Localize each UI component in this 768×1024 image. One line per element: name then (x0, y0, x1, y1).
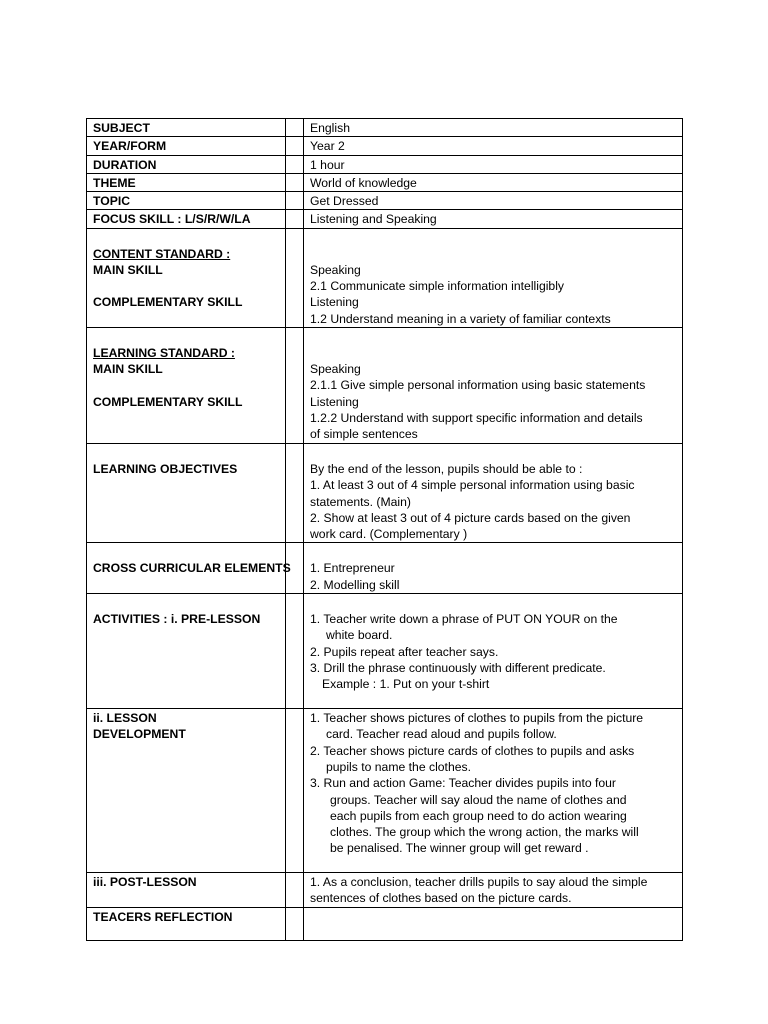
spacer-cell (286, 137, 304, 155)
objective-line: 1. At least 3 out of 4 simple personal information using basic (310, 478, 635, 493)
reflection-label: TEACERS REFLECTION (87, 907, 286, 940)
spacer-cell (286, 907, 304, 940)
learning-standard-labels (87, 327, 286, 443)
main-skill-label: MAIN SKILL (93, 263, 163, 278)
year-value: Year 2 (304, 137, 683, 155)
learning-line: Listening (310, 394, 359, 409)
content-line: 2.1 Communicate simple information intelligibly (310, 279, 565, 294)
learning-line: of simple sentences (310, 427, 418, 442)
pre-lesson-text (304, 594, 683, 709)
development-line: be penalised. The winner group will get reward . (330, 841, 589, 856)
development-line: groups. Teacher will say aloud the name of clothes and (330, 792, 627, 807)
learning-line: 2.1.1 Give simple personal information using basic statements (310, 378, 646, 393)
lesson-plan-table (86, 118, 683, 941)
pre-lesson-line: 3. Drill the phrase continuously with different predicate. (310, 660, 606, 675)
development-line: 3. Run and action Game: Teacher divides pupils into four (310, 776, 616, 791)
pre-lesson-row (87, 594, 683, 709)
pre-lesson-line: 1. Teacher write down a phrase of PUT ON YOUR on the (310, 612, 618, 627)
objectives-label: LEARNING OBJECTIVES (93, 461, 238, 476)
objectives-label-cell (87, 443, 286, 542)
content-standard-labels (87, 228, 286, 327)
reflection-value (304, 907, 683, 940)
cross-text (304, 543, 683, 594)
spacer-cell (286, 173, 304, 191)
spacer-cell (286, 443, 304, 542)
content-standard-heading: CONTENT STANDARD : (93, 246, 231, 261)
development-label: ii. LESSON (93, 711, 157, 726)
development-line: pupils to name the clothes. (326, 759, 471, 774)
subject-value: English (304, 119, 683, 137)
learning-line: 1.2.2 Understand with support specific information and details (310, 410, 643, 425)
post-lesson-line: 1. As a conclusion, teacher drills pupils to say aloud the simple (310, 875, 648, 890)
development-line: each pupils from each group need to do action wearing (330, 808, 627, 823)
content-standard-text (304, 228, 683, 327)
pre-lesson-label-cell (87, 594, 286, 709)
pre-lesson-line: white board. (326, 628, 393, 643)
content-line: 1.2 Understand meaning in a variety of familiar contexts (310, 311, 611, 326)
complementary-skill-label: COMPLEMENTARY SKILL (93, 295, 243, 310)
main-skill-label: MAIN SKILL (93, 362, 163, 377)
spacer-cell (286, 210, 304, 228)
theme-value: World of knowledge (304, 173, 683, 191)
complementary-skill-label: COMPLEMENTARY SKILL (93, 394, 243, 409)
pre-lesson-line: 2. Pupils repeat after teacher says. (310, 644, 499, 659)
spacer-cell (286, 709, 304, 873)
post-lesson-label: iii. POST-LESSON (87, 873, 286, 908)
topic-label: TOPIC (87, 192, 286, 210)
objective-line: 2. Show at least 3 out of 4 picture cards based on the given (310, 510, 631, 525)
content-line: Listening (310, 295, 359, 310)
year-row (87, 137, 683, 155)
learning-line: Speaking (310, 361, 361, 376)
spacer-cell (286, 873, 304, 908)
theme-row (87, 173, 683, 191)
objective-line: statements. (Main) (310, 494, 411, 509)
pre-lesson-line: Example : 1. Put on your t-shirt (322, 677, 490, 692)
reflection-row (87, 907, 683, 940)
post-lesson-text (304, 873, 683, 908)
development-label-cell (87, 709, 286, 873)
objectives-row (87, 443, 683, 542)
cross-label-cell (87, 543, 291, 594)
objective-line: By the end of the lesson, pupils should be able to : (310, 461, 583, 476)
cross-line: 2. Modelling skill (310, 577, 400, 592)
focus-skill-row (87, 210, 683, 228)
spacer-cell (286, 192, 304, 210)
development-text (304, 709, 683, 873)
objective-line: work card. (Complementary ) (310, 527, 468, 542)
cross-line: 1. Entrepreneur (310, 561, 395, 576)
development-line: card. Teacher read aloud and pupils follow. (326, 727, 557, 742)
duration-label: DURATION (87, 155, 286, 173)
focus-skill-value: Listening and Speaking (304, 210, 683, 228)
learning-standard-row (87, 327, 683, 443)
objectives-text (304, 443, 683, 542)
spacer-cell (286, 119, 304, 137)
topic-value: Get Dressed (304, 192, 683, 210)
year-label: YEAR/FORM (87, 137, 286, 155)
development-label: DEVELOPMENT (93, 727, 186, 742)
pre-lesson-label: ACTIVITIES : i. PRE-LESSON (93, 612, 261, 627)
subject-row (87, 119, 683, 137)
learning-standard-text (304, 327, 683, 443)
cross-label: CROSS CURRICULAR ELEMENTS (93, 561, 291, 576)
focus-skill-label: FOCUS SKILL : L/S/R/W/LA (87, 210, 286, 228)
development-line: clothes. The group which the wrong action, the marks will (330, 825, 639, 840)
spacer-cell (286, 594, 304, 709)
cross-curricular-row (87, 543, 683, 594)
post-lesson-row (87, 873, 683, 908)
duration-row (87, 155, 683, 173)
topic-row (87, 192, 683, 210)
subject-label: SUBJECT (87, 119, 286, 137)
development-line: 2. Teacher shows picture cards of clothes to pupils and asks (310, 743, 635, 758)
spacer-cell (286, 155, 304, 173)
development-row (87, 709, 683, 873)
learning-standard-heading: LEARNING STANDARD : (93, 345, 235, 360)
duration-value: 1 hour (304, 155, 683, 173)
content-standard-row (87, 228, 683, 327)
spacer-cell (286, 327, 304, 443)
development-line: 1. Teacher shows pictures of clothes to pupils from the picture (310, 711, 644, 726)
content-line: Speaking (310, 262, 361, 277)
spacer-cell (286, 228, 304, 327)
theme-label: THEME (87, 173, 286, 191)
post-lesson-line: sentences of clothes based on the picture cards. (310, 891, 572, 906)
